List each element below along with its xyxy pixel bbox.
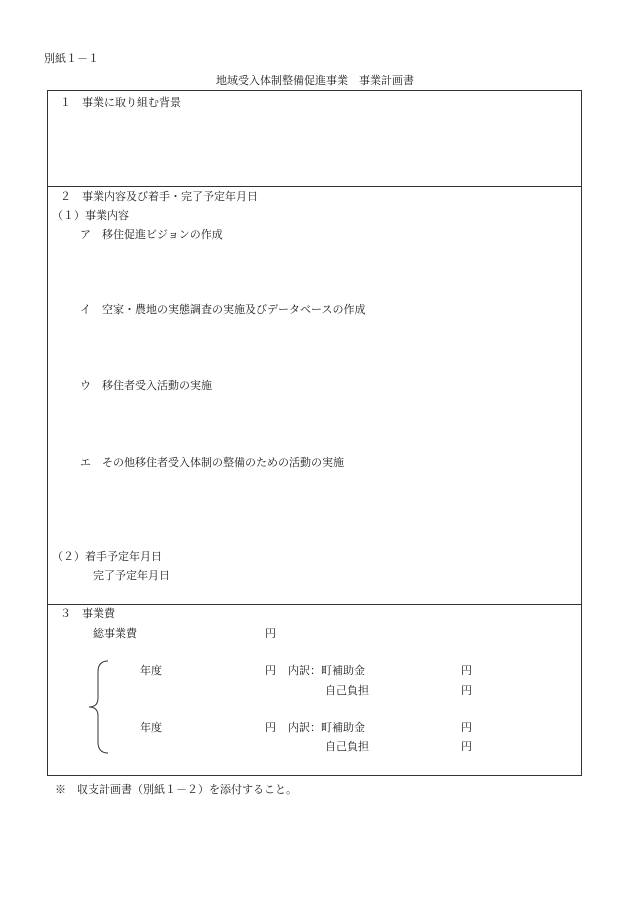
document-title: 地域受入体制整備促進事業 事業計画書: [216, 74, 414, 87]
self-burden-yen-1: 円: [461, 684, 472, 697]
content-item-i: イ 空家・農地の実態調査の実施及びデータベースの作成: [80, 303, 366, 316]
self-burden-label-1: 自己負担: [325, 684, 369, 697]
fiscal-year-yen-2: 円: [265, 721, 276, 734]
fiscal-year-yen-1: 円: [265, 664, 276, 677]
content-item-e: エ その他移住者受入体制の整備のための活動の実施: [80, 456, 344, 469]
section2-heading: ２ 事業内容及び着手・完了予定年月日: [60, 190, 258, 203]
attachment-footnote: ※ 収支計画書（別紙１－２）を添付すること。: [55, 783, 297, 796]
subsidy-label-2: 内訳：町補助金: [288, 721, 365, 734]
total-cost-yen: 円: [265, 627, 276, 640]
self-burden-yen-2: 円: [461, 740, 472, 753]
section1-heading: １ 事業に取り組む背景: [60, 96, 181, 109]
start-date-label: （２）着手予定年月日: [52, 550, 162, 563]
content-item-u: ウ 移住者受入活動の実施: [80, 379, 212, 392]
section3-heading: ３ 事業費: [60, 607, 115, 620]
total-cost-label: 総事業費: [93, 627, 137, 640]
subsidy-yen-2: 円: [461, 721, 472, 734]
subsidy-label-1: 内訳：町補助金: [288, 664, 365, 677]
document-label: 別紙１－１: [44, 52, 99, 65]
fiscal-year-label-1: 年度: [140, 664, 162, 677]
content-item-a: ア 移住促進ビジョンの作成: [80, 228, 223, 241]
section2-subheading-content: （１）事業内容: [52, 209, 129, 222]
subsidy-yen-1: 円: [461, 664, 472, 677]
fiscal-year-label-2: 年度: [140, 721, 162, 734]
self-burden-label-2: 自己負担: [325, 740, 369, 753]
completion-date-label: 完了予定年月日: [93, 569, 170, 582]
section-divider-1: [48, 186, 581, 187]
curly-brace-icon: [88, 660, 110, 754]
section-divider-2: [48, 604, 581, 605]
